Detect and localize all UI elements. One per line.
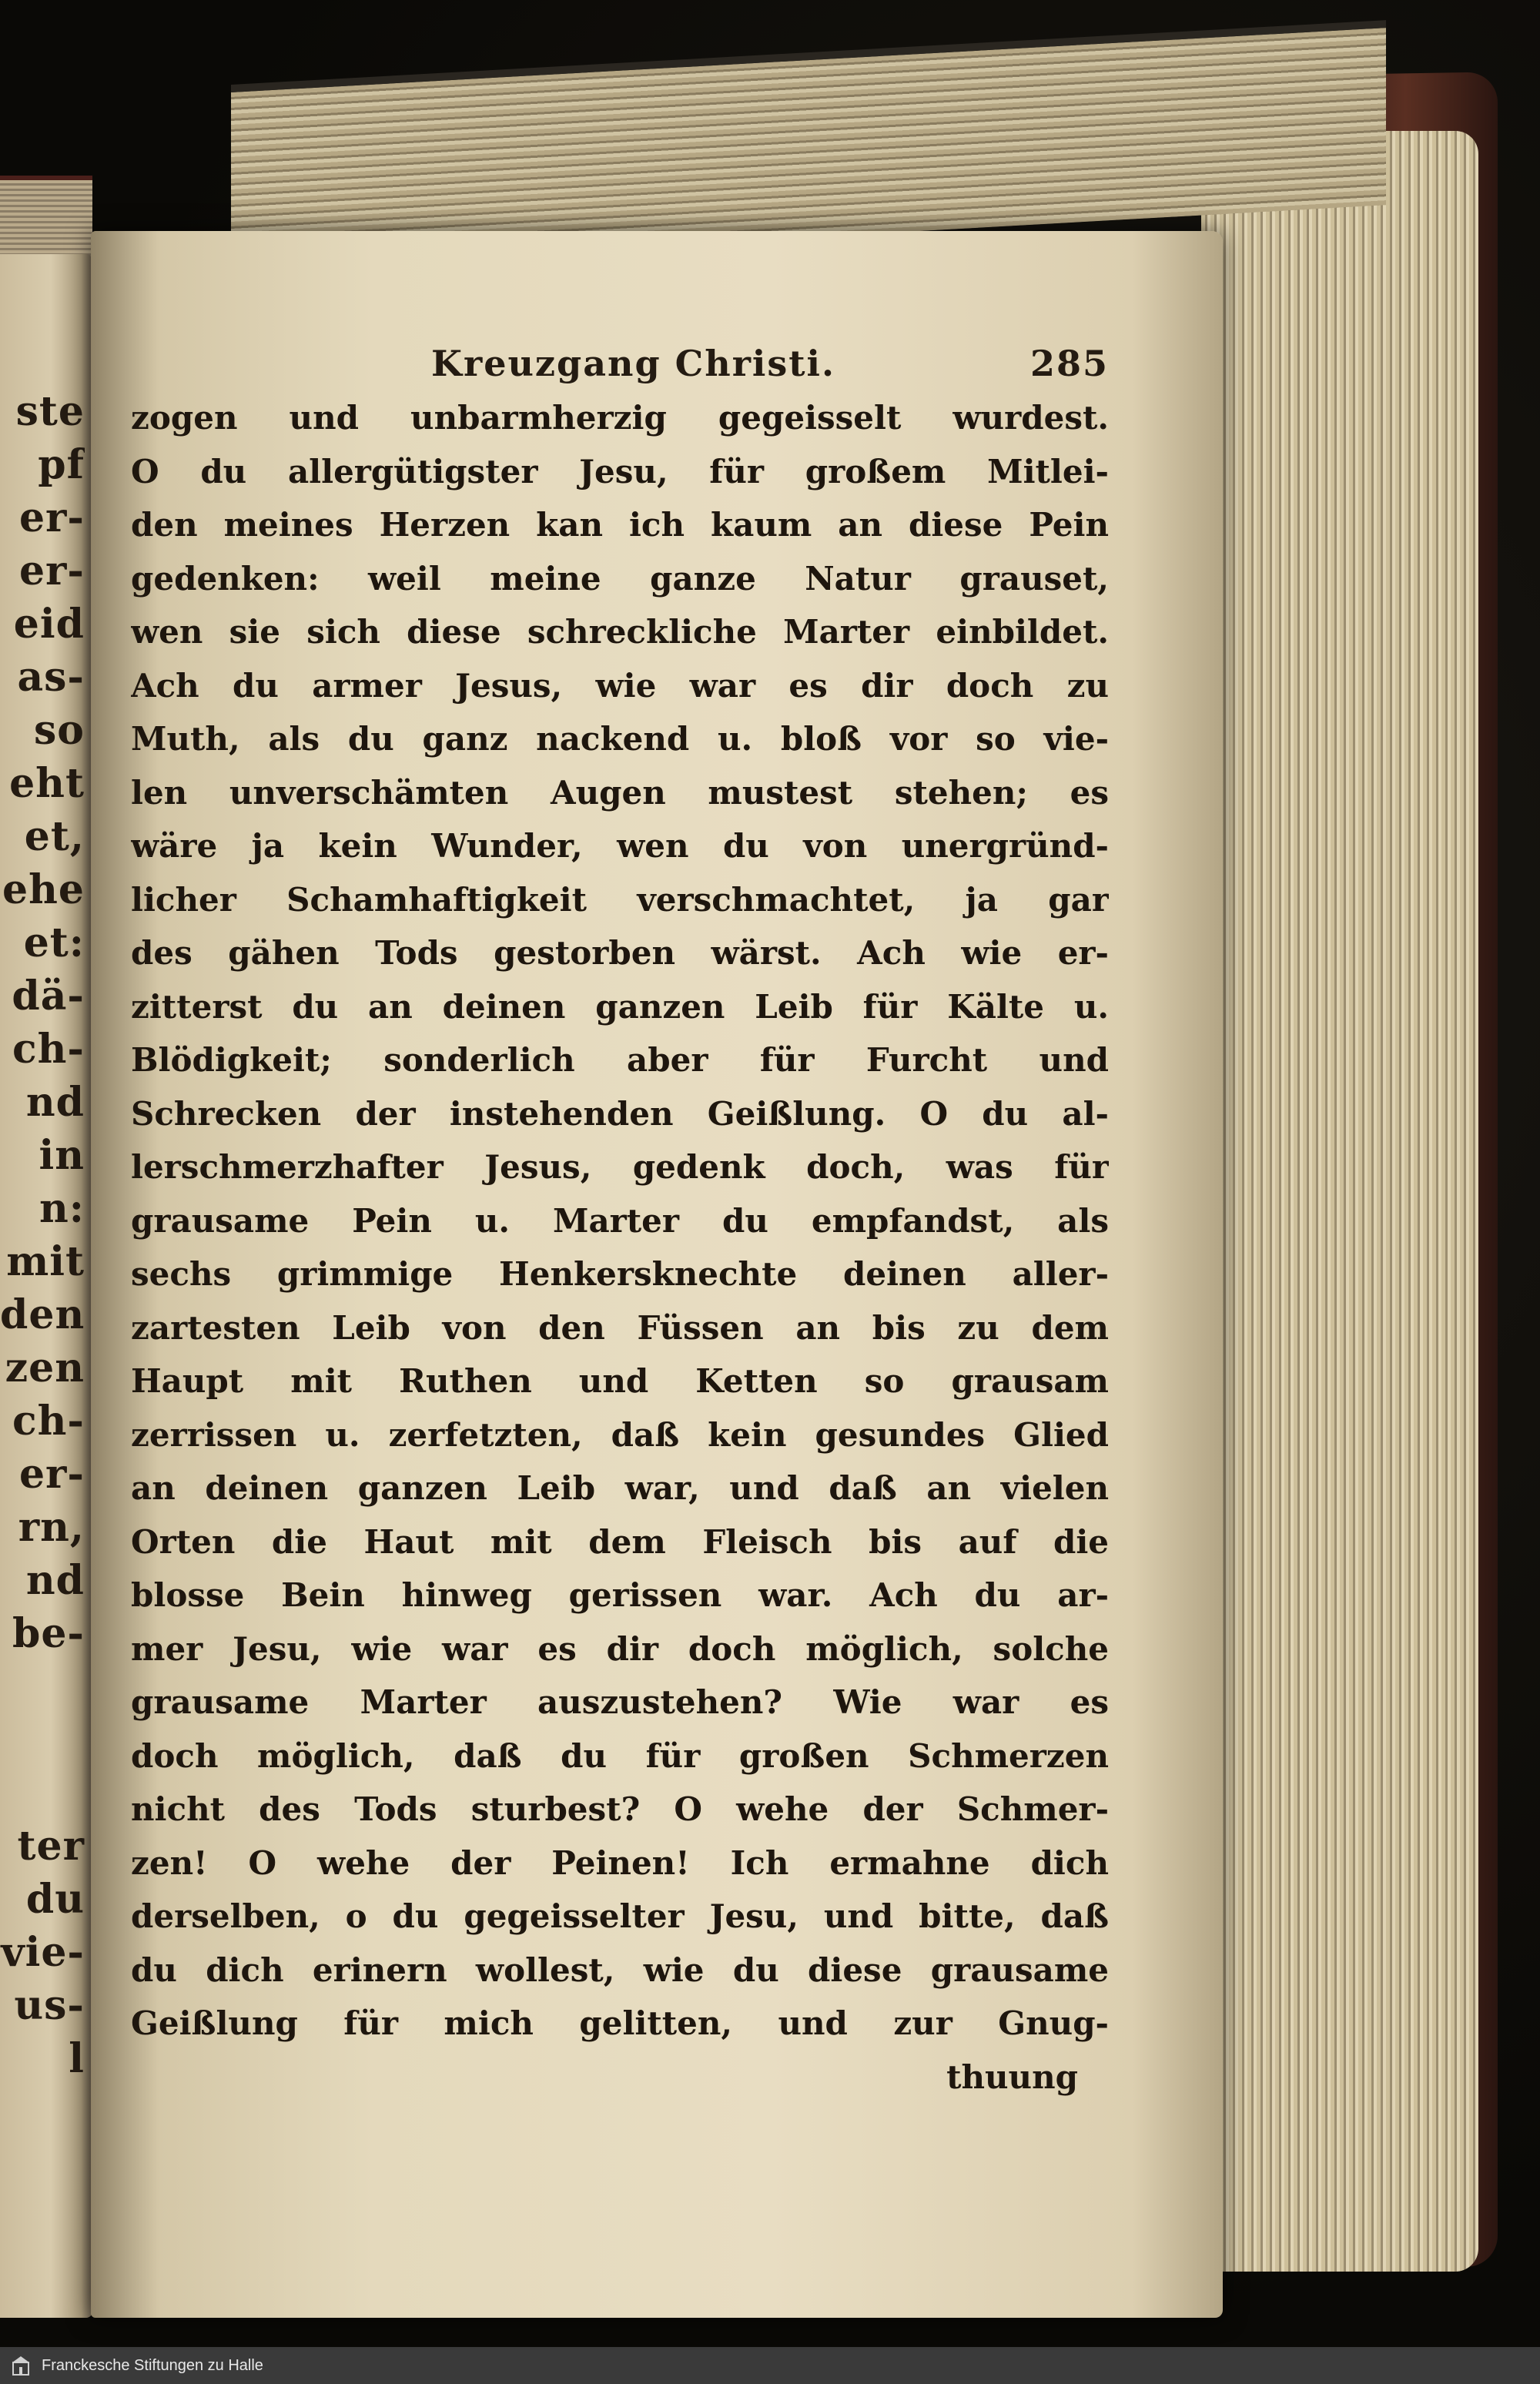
text-line: Orten die Haut mit dem Fleisch bis auf die (131, 1522, 1109, 1561)
left-page-fragment: zen (5, 1344, 85, 1391)
left-page-fragment: et: (23, 919, 85, 966)
text-line: lerschmerzhafter Jesus, gedenk doch, was für (131, 1148, 1109, 1186)
left-page-fragment: rn, (18, 1504, 85, 1551)
text-line: doch möglich, daß du für großen Schmerzen (131, 1736, 1109, 1775)
left-page-fragment: du (25, 1876, 85, 1923)
left-page-fragment: be- (12, 1610, 85, 1657)
text-line: Muth, als du ganz nackend u. bloß vor so vie- (131, 720, 1109, 758)
left-page-fragment (0, 1713, 85, 1766)
left-page-edge (0, 176, 92, 265)
left-page-fragment: n: (38, 1185, 85, 1232)
left-page-text (0, 385, 85, 2085)
page-edges (1201, 131, 1478, 2272)
text-line: Schrecken der instehenden Geißlung. O du al- (131, 1094, 1109, 1133)
footer-institution: Franckesche Stiftungen zu Halle (42, 2356, 263, 2374)
text-line: den meines Herzen kan ich kaum an diese Pein (131, 506, 1109, 544)
text-line: licher Schamhaftigkeit verschmachtet, ja gar (131, 880, 1109, 919)
left-page-fragment: mit (6, 1238, 85, 1285)
page-body (131, 391, 1109, 2104)
text-line: len unverschämten Augen mustest stehen; es (131, 773, 1109, 812)
text-line: Geißlung für mich gelitten, und zur Gnug- (131, 2004, 1109, 2042)
left-page-fragment: l (69, 2035, 85, 2082)
text-line: zen! O wehe der Peinen! Ich ermahne dich (131, 1843, 1109, 1882)
text-line: zogen und unbarmherzig gegeisselt wurdest. (131, 399, 1109, 437)
left-page-fragment: ch- (12, 1398, 85, 1445)
text-line: an deinen ganzen Leib war, und daß an vielen (131, 1469, 1109, 1507)
text-line: mer Jesu, wie war es dir doch möglich, solche (131, 1629, 1109, 1668)
left-page-fragment: nd (25, 1557, 85, 1604)
text-line: O du allergütigster Jesu, für großem Mitlei- (131, 452, 1109, 491)
left-page-fragment: as- (17, 654, 85, 701)
text-line: des gähen Tods gestorben wärst. Ach wie er- (131, 934, 1109, 972)
foundation-emblem-icon (9, 2354, 32, 2377)
footer-bar (0, 2347, 1540, 2384)
running-title: Kreuzgang Christi. (431, 343, 836, 384)
left-page-fragment: er- (18, 547, 85, 594)
text-line: wäre ja kein Wunder, wen du von unergründ- (131, 827, 1109, 865)
text-line: grausame Pein u. Marter du empfandst, als (131, 1201, 1109, 1240)
text-line: derselben, o du gegeisselter Jesu, und bitte, daß (131, 1897, 1109, 1935)
text-line: sechs grimmige Henkersknechte deinen aller- (131, 1255, 1109, 1293)
left-page-fragment: vie- (1, 1929, 85, 1976)
text-line: wen sie sich diese schreckliche Marter einbildet. (131, 613, 1109, 651)
left-page-fragment (0, 1766, 85, 1820)
left-page-fragment: ter (17, 1823, 85, 1870)
left-page-fragment: pf (38, 441, 85, 488)
page-number: 285 (1029, 343, 1109, 384)
catchword: thuung (946, 2058, 1078, 2096)
page-header (431, 343, 1109, 397)
left-page-fragment: dä- (12, 973, 85, 1020)
left-page-fragment: er- (18, 494, 85, 541)
left-page-fragment: den (0, 1291, 85, 1338)
left-page-fragment: eht (9, 760, 85, 807)
text-line: Ach du armer Jesus, wie war es dir doch zu (131, 666, 1109, 705)
text-line: Blödigkeit; sonderlich aber für Furcht und (131, 1041, 1109, 1079)
left-page-fragment: so (34, 707, 85, 754)
text-line: gedenken: weil meine ganze Natur grauset, (131, 559, 1109, 598)
left-page-fragment: nd (25, 1079, 85, 1126)
left-page-fragment (0, 1660, 85, 1713)
left-page-fragment: us- (14, 1982, 85, 2029)
text-line: Haupt mit Ruthen und Ketten so grausam (131, 1362, 1109, 1400)
left-page-fragment: et, (24, 813, 85, 860)
left-page-fragment: in (38, 1132, 85, 1179)
text-line: grausame Marter auszustehen? Wie war es (131, 1683, 1109, 1721)
left-page-fragment: er- (18, 1451, 85, 1498)
left-page-fragment: ch- (12, 1026, 85, 1073)
left-page-fragment: ehe (2, 866, 85, 913)
text-line: du dich erinern wollest, wie du diese grausame (131, 1950, 1109, 1989)
text-line: zerrissen u. zerfetzten, daß kein gesundes Glied (131, 1415, 1109, 1454)
text-line: zitterst du an deinen ganzen Leib für Kälte u. (131, 987, 1109, 1026)
text-line: blosse Bein hinweg gerissen war. Ach du ar- (131, 1576, 1109, 1614)
left-page-fragment: eid (13, 601, 85, 648)
text-line: nicht des Tods sturbest? O wehe der Schmer- (131, 1790, 1109, 1828)
text-line: zartesten Leib von den Füssen an bis zu dem (131, 1308, 1109, 1347)
left-page-fragment: ste (15, 388, 85, 435)
